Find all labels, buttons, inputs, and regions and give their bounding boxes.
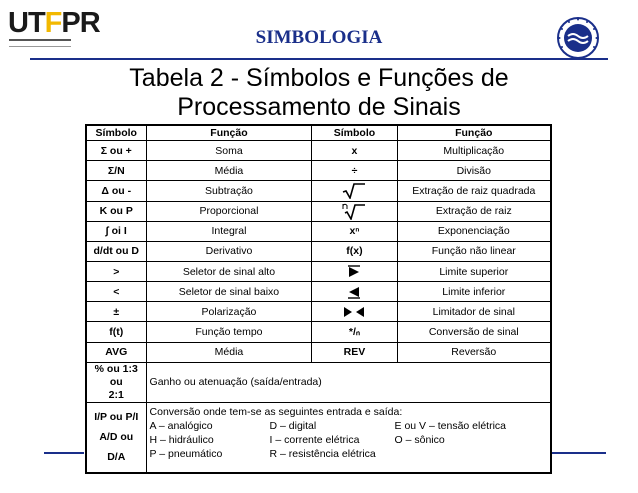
gain-symbol-line-1: % ou 1:3 ou [94, 362, 138, 388]
table-row [86, 302, 551, 322]
table-row [86, 161, 551, 181]
column-header: Função [397, 125, 551, 141]
symbol-cell: > [86, 261, 146, 281]
function-cell: Função não linear [397, 241, 551, 261]
conversion-item: I – corrente elétrica [269, 433, 360, 446]
university-seal-icon [556, 16, 600, 60]
conversion-item: R – resistência elétrica [269, 447, 376, 460]
utfpr-logo-text: UTFPR [8, 7, 100, 39]
symbol-cell: REV [312, 342, 397, 362]
gain-row [86, 362, 551, 402]
function-cell: Extração de raiz [397, 201, 551, 221]
conversion-row [86, 402, 551, 473]
conversion-item [395, 447, 545, 461]
symbol-cell: ∫ oi I [86, 221, 146, 241]
symbol-cell: Σ ou + [86, 141, 146, 161]
symbol-cell [86, 362, 146, 402]
page-title-line-2: Processamento de Sinais [177, 93, 461, 121]
conversion-item: E ou V – tensão elétrica [394, 419, 507, 432]
table-row [86, 241, 551, 261]
symbol-cell: */ₙ [312, 322, 397, 342]
table-row [86, 201, 551, 221]
column-header: Símbolo [312, 125, 397, 141]
symbol-cell: < [86, 282, 146, 302]
function-cell: Reversão [397, 342, 551, 362]
function-cell: Conversão de sinal [397, 322, 551, 342]
function-cell: Exponenciação [397, 221, 551, 241]
function-cell: Multiplicação [397, 141, 551, 161]
page-title-line-1: Tabela 2 - Símbolos e Funções de [129, 64, 509, 92]
gain-symbol-line-2: 2:1 [108, 388, 124, 401]
function-cell: Limitador de sinal [397, 302, 551, 322]
symbol-cell: Σ/N [86, 161, 146, 181]
symbol-cell: xⁿ [312, 221, 397, 241]
function-cell: Seletor de sinal alto [146, 261, 312, 281]
conversion-item: P – pneumático [149, 447, 223, 460]
page-title [0, 64, 638, 122]
column-header: Função [146, 125, 312, 141]
symbol-table [85, 124, 552, 474]
function-cell: Seletor de sinal baixo [146, 282, 312, 302]
conversion-intro: Conversão onde tem-se as seguintes entrada e saída: [149, 405, 403, 418]
function-cell: Divisão [397, 161, 551, 181]
footer-divider-left [44, 452, 84, 454]
function-cell: Proporcional [146, 201, 312, 221]
conversion-legend [150, 419, 547, 461]
table-row [86, 342, 551, 362]
table-row [86, 221, 551, 241]
symbol-cell: x [312, 141, 397, 161]
function-cell: Média [146, 161, 312, 181]
function-cell: Subtração [146, 181, 312, 201]
table-row [86, 261, 551, 281]
table-header-row [86, 125, 551, 141]
function-cell: Limite inferior [397, 282, 551, 302]
table-row [86, 181, 551, 201]
symbol-cell: Δ ou - [86, 181, 146, 201]
symbol-cell: f(t) [86, 322, 146, 342]
signal-limiter-icon [312, 302, 397, 322]
conversion-item: D – digital [269, 419, 317, 432]
conversion-description [146, 402, 551, 473]
high-limit-icon [312, 261, 397, 281]
table-row [86, 141, 551, 161]
function-cell: Extração de raiz quadrada [397, 181, 551, 201]
footer-divider-right [551, 452, 606, 454]
conversion-item: A – analógico [149, 419, 213, 432]
symbol-cell: AVG [86, 342, 146, 362]
function-cell: Derivativo [146, 241, 312, 261]
function-cell: Ganho ou atenuação (saída/entrada) [146, 362, 551, 402]
function-cell: Polarização [146, 302, 312, 322]
function-cell: Função tempo [146, 322, 312, 342]
table-row [86, 282, 551, 302]
function-cell: Soma [146, 141, 312, 161]
header-title: SIMBOLOGIA [255, 27, 383, 48]
table-row [86, 322, 551, 342]
header-divider [30, 58, 608, 60]
column-header: Símbolo [86, 125, 146, 141]
symbol-cell: ÷ [312, 161, 397, 181]
nth-root-icon [312, 201, 397, 221]
symbol-cell: f(x) [312, 241, 397, 261]
conversion-item: O – sônico [394, 433, 445, 446]
symbol-cell [86, 402, 146, 473]
function-cell: Limite superior [397, 261, 551, 281]
symbol-cell: K ou P [86, 201, 146, 221]
conversion-item: H – hidráulico [149, 433, 214, 446]
function-cell: Média [146, 342, 312, 362]
conversion-symbol-line-1: I/P ou P/I [94, 411, 139, 424]
square-root-icon [312, 181, 397, 201]
symbol-cell: d/dt ou D [86, 241, 146, 261]
low-limit-icon [312, 282, 397, 302]
conversion-symbol-line-2: A/D ou D/A [99, 431, 134, 464]
function-cell: Integral [146, 221, 312, 241]
symbol-cell: ± [86, 302, 146, 322]
